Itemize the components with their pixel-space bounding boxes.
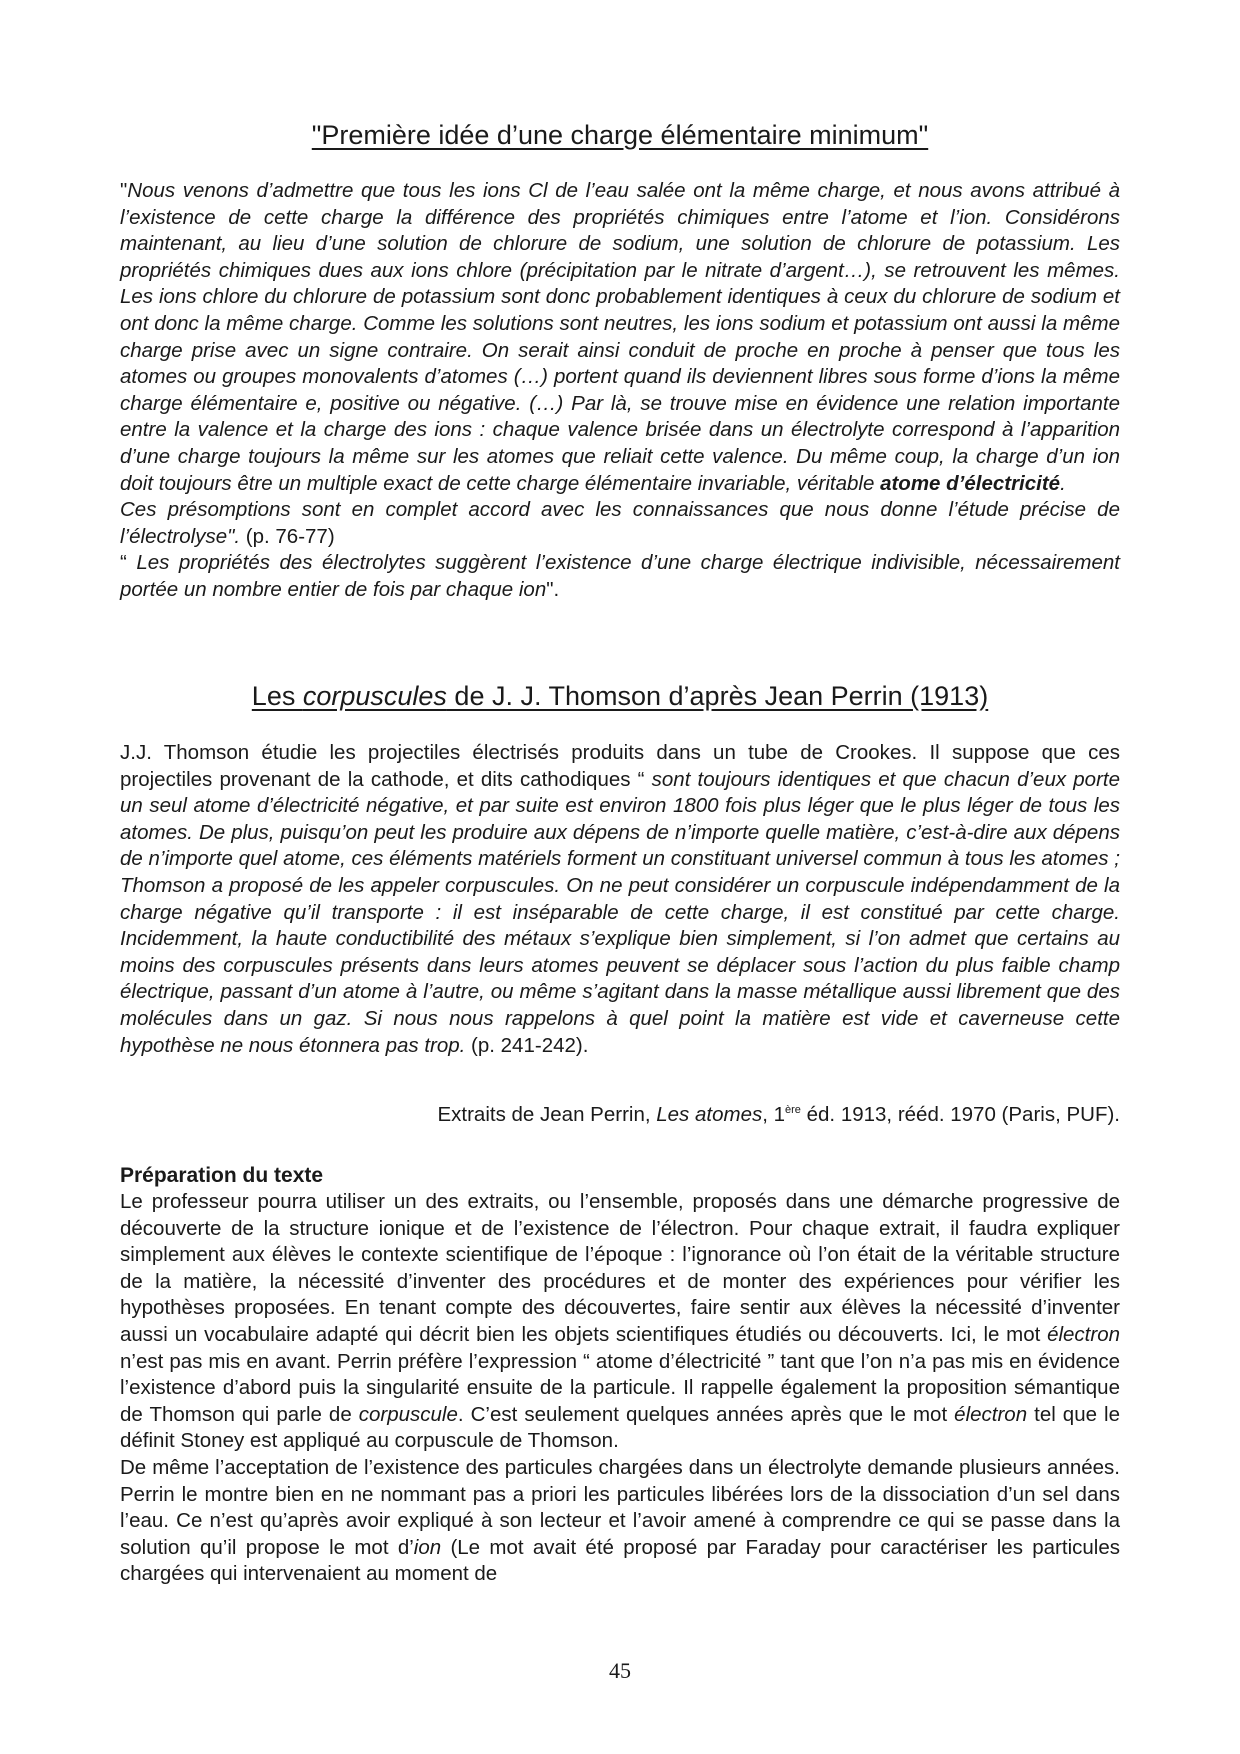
perrin-quote-block: [120, 178, 1120, 604]
prep-text-2b: (Le mot avait été proposé par Faraday pour caractériser les particules chargées qui intervenaient au moment de: [120, 1535, 1120, 1586]
preparation-paragraph-1: [120, 1189, 1120, 1455]
thomson-paragraph: [120, 740, 1120, 1059]
quote-text-1: Nous venons d’admettre que tous les ions Cl de l’eau salée ont la même charge, et nous avons attribué à l’existence de cette charge la différence des propriétés chimiques entre l’atome et l’ion. Considérons maintenant, au lieu d’une solution de chlorure de sodium, une solution de chlorure de potassium. Les propriétés chimiques dues aux ions chlore (précipitation par le nitrate d’argent…), se retrouvent les mêmes. Les ions chlore du chlorure de potassium sont donc probablement identiques à ceux du chlorure de sodium et ont donc la même charge. Comme les solutions sont neutres, les ions sodium et potassium ont aussi la même charge prise avec un signe contraire. On serait ainsi conduit de proche en proche à penser que tous les atomes ou groupes monovalents d’atomes (…) portent quand ils deviennent libres sous forme d’ions la même charge élémentaire e, positive ou négative. (…) Par là, se trouve mise en évidence une relation importante entre la valence et la charge des ions : chaque valence brisée dans un électrolyte correspond à l’apparition d’une charge toujours la même sur les atomes que reliait cette valence. Du même coup, la charge d’un ion doit toujours être un multiple exact de cette charge élémentaire invariable, véritable: [120, 179, 1120, 495]
section-title-charge-elementaire: "Première idée d’une charge élémentaire minimum": [311, 120, 929, 150]
section-title-corpuscules: [120, 679, 1120, 713]
title-suffix: de J. J. Thomson d’après Jean Perrin (1913): [446, 681, 989, 711]
prep-term-ion: ion: [413, 1535, 442, 1559]
quote-text-2: Ces présomptions sont en complet accord avec les connaissances que nous donne l’étude précise de l’électrolyse".: [120, 498, 1120, 548]
prep-text-1c: . C’est seulement quelques années après que le mot: [457, 1402, 955, 1426]
quote-paragraph-2: [120, 497, 1120, 550]
thomson-reference: (p. 241-242).: [465, 1033, 589, 1057]
thomson-block: [120, 740, 1120, 1059]
preparation-paragraph-2: [120, 1455, 1120, 1588]
quote-mark-open: “: [120, 551, 137, 575]
source-edition-sup: ère: [785, 1104, 801, 1117]
source-book-title: Les atomes: [656, 1103, 763, 1126]
prep-text-1b: n’est pas mis en avant. Perrin préfère l’expression “ atome d’électricité ” tant que l’on n’a pas mis en évidence l’existence d’abord puis la singularité ensuite de la particule. Il rappelle également la proposition sémantique de Thomson qui parle de: [120, 1349, 1120, 1426]
preparation-block: [120, 1189, 1120, 1588]
source-edition: , 1: [762, 1103, 786, 1126]
title-prefix: Les: [251, 681, 303, 711]
quote-text-3: Les propriétés des électrolytes suggèrent l’existence d’une charge électrique indivisible, nécessairement portée un nombre entier de fois par chaque ion: [120, 551, 1120, 601]
prep-text-1a: Le professeur pourra utiliser un des extraits, ou l’ensemble, proposés dans une démarche progressive de découverte de la structure ionique et de l’existence de l’électron. Pour chaque extrait, il faudra expliquer simplement aux élèves le contexte scientifique de l’époque : l’ignorance où l’on était de la véritable structure de la matière, la nécessité d’inventer des procédures et de monter des expériences pour vérifier les hypothèses proposées. En tenant compte des découvertes, faire sentir aux élèves la nécessité d’inventer aussi un vocabulaire adapté qui décrit bien les objets scientifiques étudiés ou découverts. Ici, le mot: [120, 1190, 1120, 1346]
quote-mark: ": [120, 179, 128, 202]
title-corpuscules-word: corpuscules: [302, 681, 447, 711]
source-citation: [120, 1103, 1120, 1127]
quote-paragraph-1: [120, 178, 1120, 497]
quote-text-1-end: .: [1060, 471, 1066, 495]
quote-paragraph-3: [120, 550, 1120, 603]
prep-term-corpuscule: corpuscule: [358, 1402, 458, 1426]
preparation-heading: Préparation du texte: [120, 1164, 324, 1187]
prep-text-2a: De même l’acceptation de l’existence des particules chargées dans un électrolyte demande plusieurs années. Perrin le montre bien en ne nommant pas a priori les particules libérées lors de la dissociation d’un sel dans l’eau. Ce n’est qu’après avoir expliqué à son lecteur et l’avoir amené à comprendre ce qui se passe dans la solution qu’il propose le mot d’: [120, 1455, 1120, 1559]
thomson-intro: J.J. Thomson étudie les projectiles électrisés produits dans un tube de Crookes. Il suppose que ces projectiles provenant de la cathode, et dits cathodiques “: [120, 741, 1120, 791]
atome-electricite-term: atome d’électricité: [880, 471, 1061, 495]
prep-term-electron: électron: [1047, 1322, 1120, 1346]
prep-term-electron-2: électron: [954, 1402, 1028, 1426]
prep-text-1d: tel que le définit Stoney est appliqué au corpuscule de Thomson.: [120, 1402, 1120, 1453]
source-suffix: éd. 1913, rééd. 1970 (Paris, PUF).: [800, 1103, 1120, 1126]
quote-mark-close: ".: [546, 577, 560, 601]
thomson-quote: sont toujours identiques et que chacun d’eux porte un seul atome d’électricité négative, et par suite est environ 1800 fois plus léger que le plus léger de tous les atomes. De plus, puisqu’on peut les produire aux dépens de n’importe quelle matière, c’est-à-dire aux dépens de n’importe quel atome, ces éléments matériels forment un constituant universel commun à tous les atomes ; Thomson a proposé de les appeler corpuscules. On ne peut considérer un corpuscule indépendamment de la charge négative qu’il transporte : il est inséparable de cette charge, il est constitué par cette charge. Incidemment, la haute conductibilité des métaux s’explique bien simplement, si l’on admet que certains au moins des corpuscules présents dans leurs atomes peuvent se déplacer sous l’action du plus faible champ électrique, passant d’un atome à l’autre, ou même s’agitant dans la masse métallique aussi librement que des molécules dans un gaz. Si nous nous rappelons à quel point la matière est vide et caverneuse cette hypothèse ne nous étonnera pas trop.: [120, 767, 1120, 1057]
source-prefix: Extraits de Jean Perrin,: [437, 1103, 657, 1126]
quote-reference-1: (p. 76-77): [240, 524, 335, 548]
page-number: 45: [609, 1658, 631, 1683]
